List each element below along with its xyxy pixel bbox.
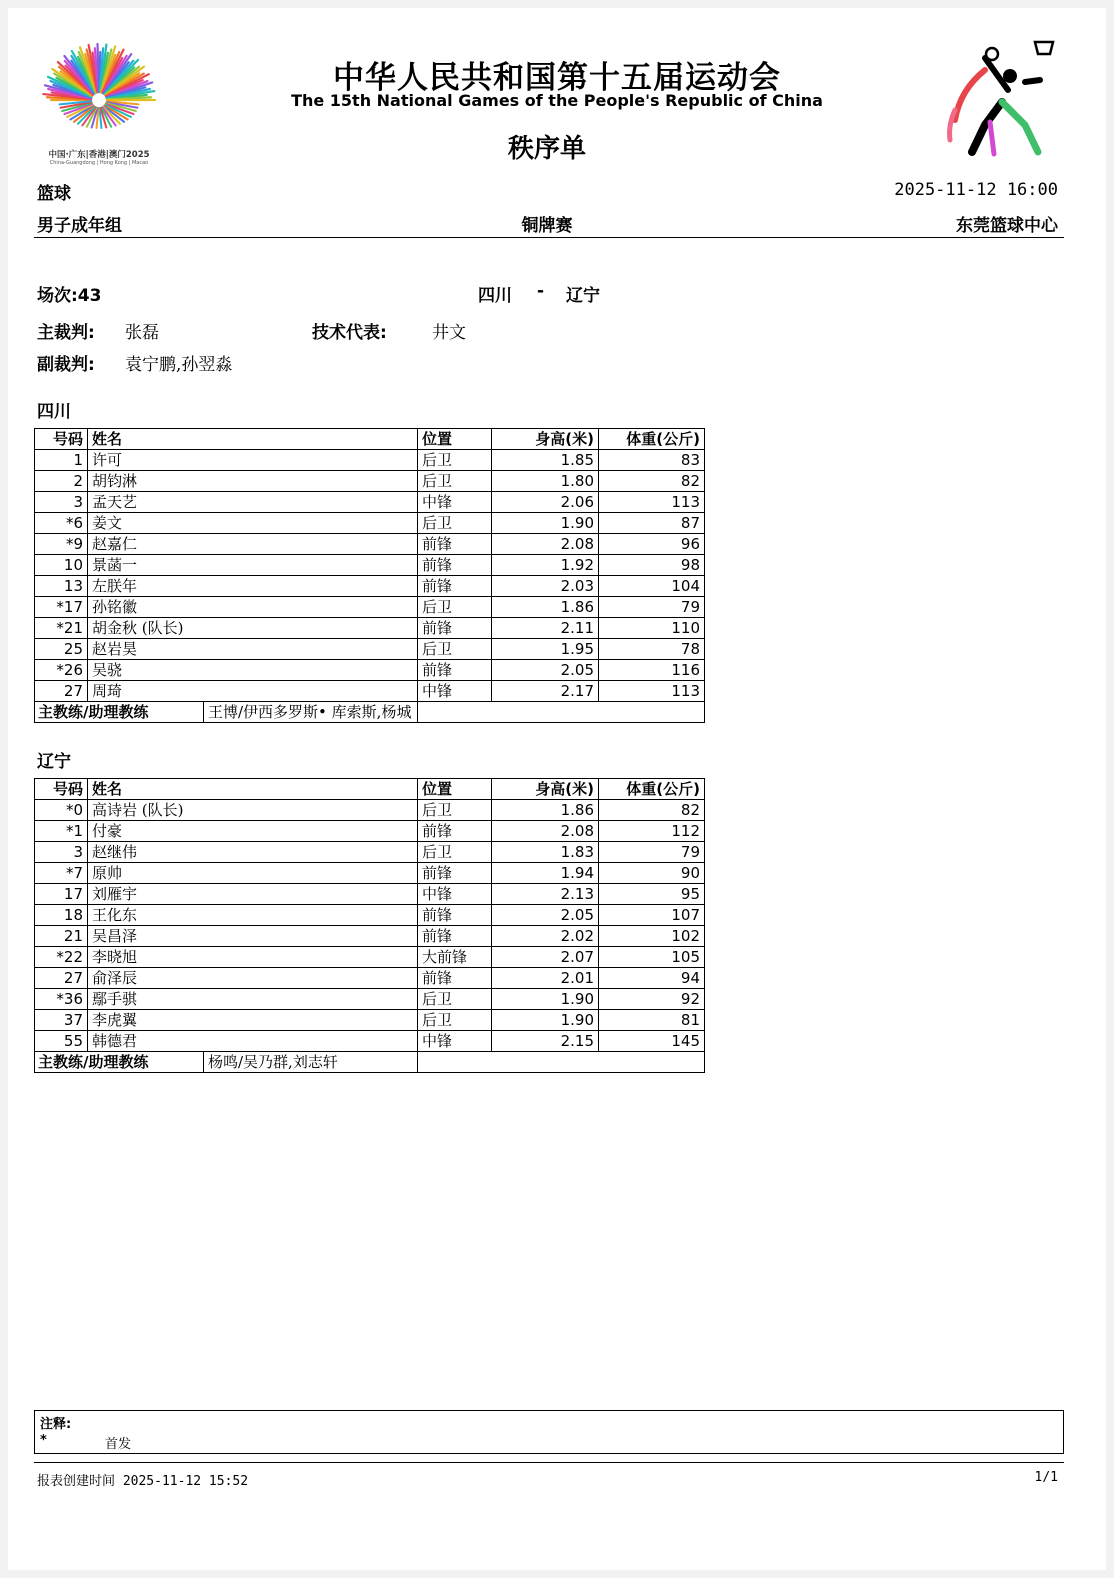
player-weight: 90 (599, 863, 705, 884)
player-name: 赵继伟 (88, 842, 418, 863)
player-row (35, 555, 705, 576)
player-name: 吴昌泽 (88, 926, 418, 947)
player-number: 10 (35, 555, 88, 576)
player-number: 18 (35, 905, 88, 926)
player-name: 刘雁宇 (88, 884, 418, 905)
player-height: 2.05 (492, 660, 599, 681)
player-position: 中锋 (418, 492, 492, 513)
player-row (35, 1031, 705, 1052)
col-header-height: 身高(米) (492, 779, 599, 800)
player-number: 21 (35, 926, 88, 947)
player-weight: 94 (599, 968, 705, 989)
player-height: 2.05 (492, 905, 599, 926)
technical-delegate-label: 技术代表: (312, 323, 387, 343)
player-row (35, 863, 705, 884)
col-header-position: 位置 (418, 779, 492, 800)
player-number: 2 (35, 471, 88, 492)
player-height: 1.92 (492, 555, 599, 576)
player-number: *17 (35, 597, 88, 618)
player-height: 2.01 (492, 968, 599, 989)
player-row (35, 513, 705, 534)
coach-row-filler (418, 1052, 705, 1073)
player-height: 2.15 (492, 1031, 599, 1052)
player-weight: 98 (599, 555, 705, 576)
player-weight: 95 (599, 884, 705, 905)
player-number: *6 (35, 513, 88, 534)
technical-delegate-name: 井文 (432, 323, 466, 343)
player-number: *0 (35, 800, 88, 821)
player-row (35, 968, 705, 989)
player-weight: 113 (599, 492, 705, 513)
player-position: 前锋 (418, 863, 492, 884)
player-weight: 145 (599, 1031, 705, 1052)
player-weight: 82 (599, 800, 705, 821)
player-weight: 92 (599, 989, 705, 1010)
player-height: 1.86 (492, 800, 599, 821)
player-name: 鄢手骐 (88, 989, 418, 1010)
player-name: 胡金秋 (队长) (88, 618, 418, 639)
player-name: 姜文 (88, 513, 418, 534)
player-number: *9 (35, 534, 88, 555)
player-row (35, 842, 705, 863)
player-height: 2.03 (492, 576, 599, 597)
notes-text: 首发 (105, 1437, 132, 1452)
player-row (35, 947, 705, 968)
player-weight: 102 (599, 926, 705, 947)
player-number: *1 (35, 821, 88, 842)
player-position: 后卫 (418, 842, 492, 863)
coach-row-filler (418, 702, 705, 723)
player-row (35, 576, 705, 597)
player-weight: 78 (599, 639, 705, 660)
player-name: 赵岩昊 (88, 639, 418, 660)
player-weight: 104 (599, 576, 705, 597)
player-weight: 113 (599, 681, 705, 702)
player-position: 后卫 (418, 989, 492, 1010)
event-title-cn: 中华人民共和国第十五届运动会 (333, 60, 781, 96)
col-header-weight: 体重(公斤) (599, 429, 705, 450)
player-name: 孙铭徽 (88, 597, 418, 618)
player-weight: 87 (599, 513, 705, 534)
header-divider (34, 237, 1064, 238)
player-name: 俞泽辰 (88, 968, 418, 989)
player-row (35, 989, 705, 1010)
col-header-name: 姓名 (88, 429, 418, 450)
player-height: 2.08 (492, 534, 599, 555)
player-number: *7 (35, 863, 88, 884)
player-position: 后卫 (418, 597, 492, 618)
roster-table-sichuan (34, 428, 705, 723)
player-height: 2.02 (492, 926, 599, 947)
player-row (35, 800, 705, 821)
player-position: 前锋 (418, 576, 492, 597)
player-height: 1.90 (492, 989, 599, 1010)
player-weight: 82 (599, 471, 705, 492)
col-header-number: 号码 (35, 429, 88, 450)
player-weight: 110 (599, 618, 705, 639)
player-weight: 83 (599, 450, 705, 471)
player-weight: 79 (599, 842, 705, 863)
player-position: 前锋 (418, 618, 492, 639)
player-name: 韩德君 (88, 1031, 418, 1052)
player-number: *36 (35, 989, 88, 1010)
coach-label-cell (35, 1052, 418, 1073)
player-position: 前锋 (418, 968, 492, 989)
player-weight: 107 (599, 905, 705, 926)
col-header-position: 位置 (418, 429, 492, 450)
player-name: 王化东 (88, 905, 418, 926)
player-row (35, 884, 705, 905)
player-position: 后卫 (418, 513, 492, 534)
player-name: 孟天艺 (88, 492, 418, 513)
referee-label: 主裁判: (37, 323, 95, 343)
player-number: 25 (35, 639, 88, 660)
player-weight: 79 (599, 597, 705, 618)
player-name: 付豪 (88, 821, 418, 842)
player-position: 前锋 (418, 534, 492, 555)
player-row (35, 926, 705, 947)
player-height: 1.90 (492, 513, 599, 534)
venue-label: 东莞篮球中心 (956, 216, 1058, 236)
player-height: 1.80 (492, 471, 599, 492)
notes-label: 注释: (40, 1417, 72, 1432)
player-number: 17 (35, 884, 88, 905)
umpires-names: 袁宁鹏,孙翌淼 (125, 355, 233, 375)
player-row (35, 471, 705, 492)
player-height: 2.08 (492, 821, 599, 842)
player-row (35, 492, 705, 513)
player-position: 大前锋 (418, 947, 492, 968)
player-row (35, 681, 705, 702)
player-height: 2.17 (492, 681, 599, 702)
player-height: 1.85 (492, 450, 599, 471)
category-label: 男子成年组 (37, 216, 122, 236)
notes-box (34, 1410, 1064, 1454)
player-height: 2.11 (492, 618, 599, 639)
player-weight: 96 (599, 534, 705, 555)
notes-symbol: * (40, 1433, 47, 1448)
player-name: 吴骁 (88, 660, 418, 681)
player-weight: 116 (599, 660, 705, 681)
logo-caption-cn: 中国·广东|香港|澳门2025 (48, 150, 150, 160)
col-header-name: 姓名 (88, 779, 418, 800)
player-position: 后卫 (418, 800, 492, 821)
player-number: 27 (35, 968, 88, 989)
player-name: 周琦 (88, 681, 418, 702)
player-name: 李晓旭 (88, 947, 418, 968)
player-number: 1 (35, 450, 88, 471)
player-number: 3 (35, 492, 88, 513)
player-position: 前锋 (418, 821, 492, 842)
table-header-row (35, 779, 705, 800)
player-name: 赵嘉仁 (88, 534, 418, 555)
player-position: 后卫 (418, 471, 492, 492)
coach-label: 主教练/助理教练 (35, 702, 204, 722)
player-name: 景菡一 (88, 555, 418, 576)
player-position: 中锋 (418, 681, 492, 702)
player-height: 1.95 (492, 639, 599, 660)
player-position: 前锋 (418, 660, 492, 681)
player-height: 2.06 (492, 492, 599, 513)
page-number: 1/1 (1034, 1470, 1058, 1485)
player-number: 27 (35, 681, 88, 702)
player-row (35, 905, 705, 926)
player-position: 后卫 (418, 639, 492, 660)
player-row (35, 618, 705, 639)
player-position: 后卫 (418, 1010, 492, 1031)
player-name: 许可 (88, 450, 418, 471)
player-position: 前锋 (418, 555, 492, 576)
player-height: 1.94 (492, 863, 599, 884)
player-row (35, 597, 705, 618)
player-name: 高诗岩 (队长) (88, 800, 418, 821)
player-weight: 112 (599, 821, 705, 842)
coach-names: 王博/伊西多罗斯• 库索斯,杨城 (208, 703, 412, 721)
player-number: *26 (35, 660, 88, 681)
player-position: 中锋 (418, 884, 492, 905)
col-header-number: 号码 (35, 779, 88, 800)
player-row (35, 660, 705, 681)
player-height: 1.83 (492, 842, 599, 863)
home-team: 四川 (478, 286, 512, 306)
player-height: 1.90 (492, 1010, 599, 1031)
coach-label: 主教练/助理教练 (35, 1052, 204, 1072)
vs-separator: - (537, 281, 545, 301)
player-row (35, 534, 705, 555)
coach-label-cell (35, 702, 418, 723)
player-row (35, 1010, 705, 1031)
footer-divider (34, 1462, 1064, 1463)
player-number: 55 (35, 1031, 88, 1052)
player-position: 前锋 (418, 926, 492, 947)
player-row (35, 821, 705, 842)
player-height: 2.13 (492, 884, 599, 905)
player-position: 前锋 (418, 905, 492, 926)
document-title: 秩序单 (507, 134, 586, 164)
player-number: 13 (35, 576, 88, 597)
team-title-liaoning: 辽宁 (37, 752, 71, 772)
player-number: 3 (35, 842, 88, 863)
player-height: 2.07 (492, 947, 599, 968)
table-header-row (35, 429, 705, 450)
player-name: 胡钧淋 (88, 471, 418, 492)
coach-names: 杨鸣/吴乃群,刘志轩 (208, 1053, 338, 1071)
coach-row (35, 702, 705, 723)
sport-label: 篮球 (37, 184, 71, 204)
player-number: *21 (35, 618, 88, 639)
player-number: 37 (35, 1010, 88, 1031)
player-weight: 81 (599, 1010, 705, 1031)
player-position: 中锋 (418, 1031, 492, 1052)
player-weight: 105 (599, 947, 705, 968)
away-team: 辽宁 (566, 286, 600, 306)
player-name: 左朕年 (88, 576, 418, 597)
match-number: 场次:43 (37, 286, 102, 306)
phase-label: 铜牌赛 (521, 216, 573, 236)
player-row (35, 450, 705, 471)
col-header-height: 身高(米) (492, 429, 599, 450)
coach-row (35, 1052, 705, 1073)
player-name: 李虎翼 (88, 1010, 418, 1031)
team-title-sichuan: 四川 (37, 402, 71, 422)
player-name: 原帅 (88, 863, 418, 884)
roster-table-liaoning (34, 778, 705, 1073)
logo-caption-en: China-Guangdong | Hong Kong | Macao (49, 160, 149, 166)
report-created-time: 报表创建时间 2025-11-12 15:52 (37, 1474, 249, 1489)
umpires-label: 副裁判: (37, 355, 95, 375)
col-header-weight: 体重(公斤) (599, 779, 705, 800)
match-datetime: 2025-11-12 16:00 (894, 180, 1058, 200)
event-title-en: The 15th National Games of the People's Republic of China (291, 91, 823, 110)
player-row (35, 639, 705, 660)
player-height: 1.86 (492, 597, 599, 618)
player-position: 后卫 (418, 450, 492, 471)
player-number: *22 (35, 947, 88, 968)
referee-name: 张磊 (125, 323, 159, 343)
